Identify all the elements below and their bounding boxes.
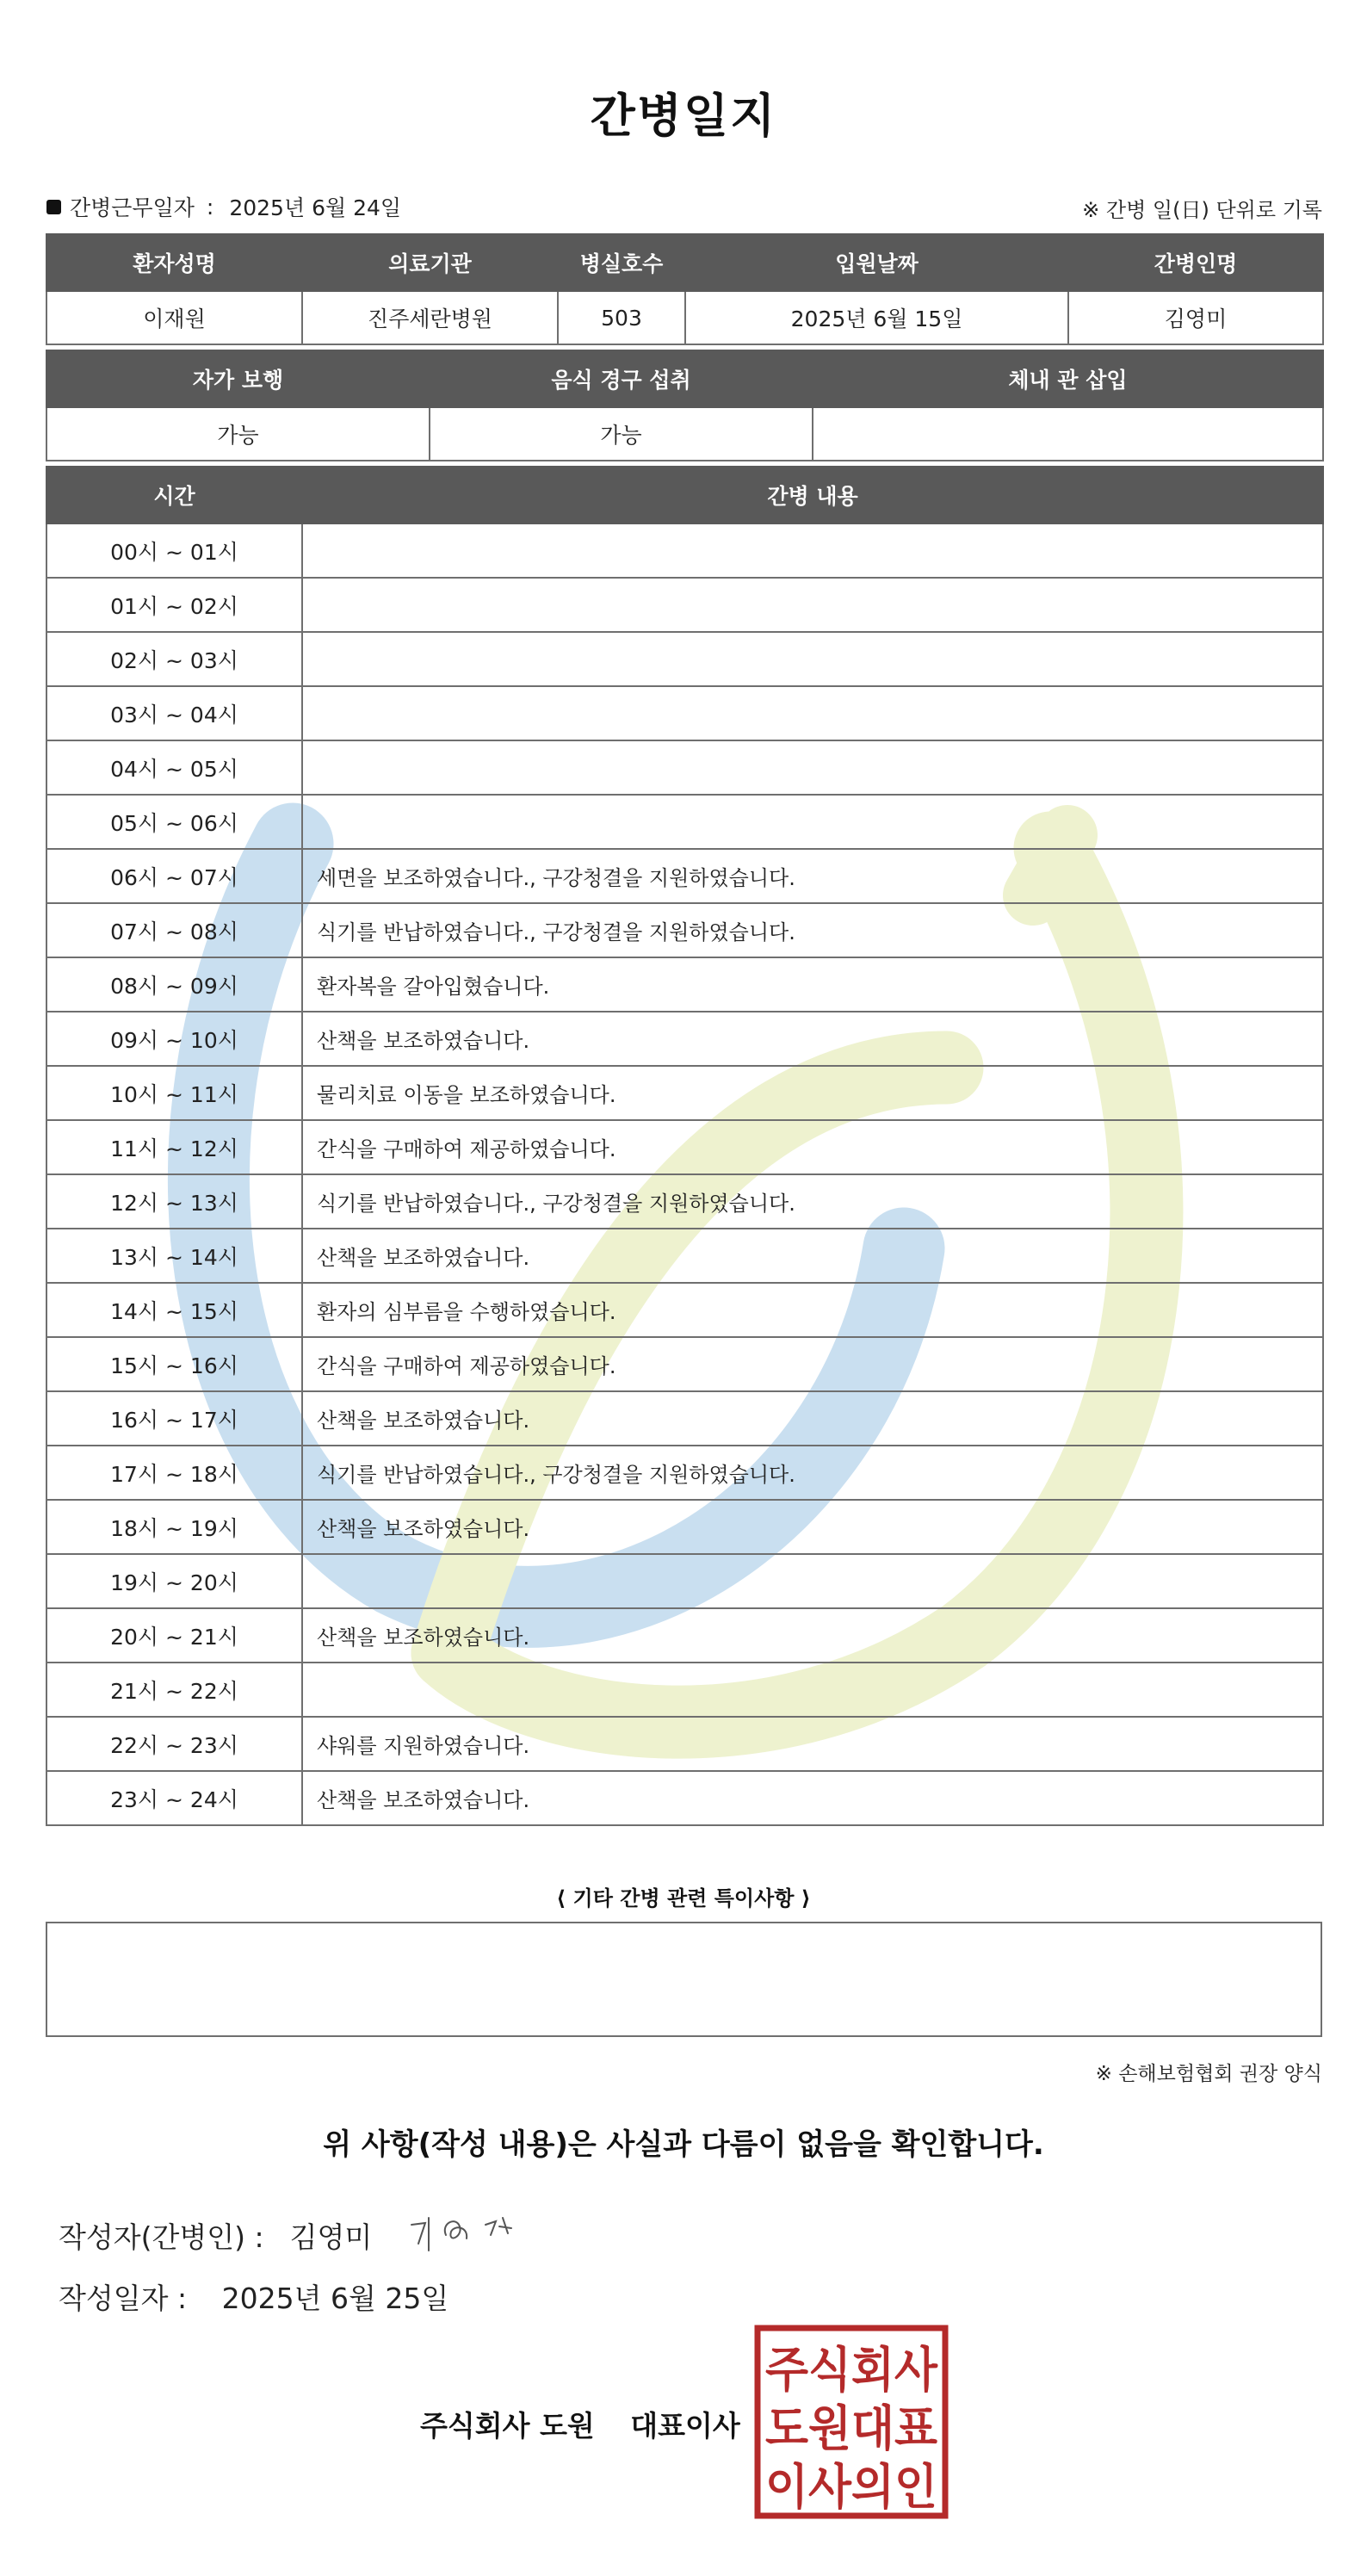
log-row xyxy=(46,1229,1323,1283)
header-tube-insertion: 체내 관 삽입 xyxy=(813,350,1323,407)
log-row xyxy=(46,849,1323,903)
log-content-cell: 식기를 반납하였습니다., 구강청결을 지원하였습니다. xyxy=(302,1446,1323,1500)
log-table-body xyxy=(46,523,1323,1825)
patient-info-header-row xyxy=(46,234,1323,291)
log-content-cell: 세면을 보조하였습니다., 구강청결을 지원하였습니다. xyxy=(302,849,1323,903)
log-row xyxy=(46,903,1323,957)
log-time-cell: 21시 ~ 22시 xyxy=(46,1663,302,1717)
log-row xyxy=(46,957,1323,1012)
log-row xyxy=(46,740,1323,795)
patient-ability-table xyxy=(46,350,1324,461)
log-row xyxy=(46,1663,1323,1717)
log-row xyxy=(46,1012,1323,1066)
hourly-care-log-table xyxy=(46,466,1324,1826)
log-header-row xyxy=(46,467,1323,523)
work-date-label: 간병근무일자 xyxy=(70,195,195,220)
log-row xyxy=(46,1337,1323,1391)
write-date-value: 2025년 6월 25일 xyxy=(221,2282,449,2315)
seal-text-line: 이사의인 xyxy=(765,2460,937,2516)
hospital-value: 진주세란병원 xyxy=(302,291,558,344)
ability-value-row xyxy=(46,407,1323,461)
log-row xyxy=(46,1391,1323,1446)
special-notes-box xyxy=(46,1922,1322,2037)
log-time-cell: 20시 ~ 21시 xyxy=(46,1608,302,1663)
log-content-cell xyxy=(302,795,1323,849)
patient-name-value: 이재원 xyxy=(46,291,302,344)
admission-date-value: 2025년 6월 15일 xyxy=(685,291,1068,344)
log-time-cell: 15시 ~ 16시 xyxy=(46,1337,302,1391)
handwritten-signature xyxy=(406,2209,535,2261)
log-row xyxy=(46,632,1323,686)
header-self-walking: 자가 보행 xyxy=(46,350,430,407)
work-date-value: 2025년 6월 24일 xyxy=(229,195,402,220)
oral-intake-value: 가능 xyxy=(430,407,813,461)
log-content-cell: 환자의 심부름을 수행하였습니다. xyxy=(302,1283,1323,1337)
log-content-cell: 환자복을 갈아입혔습니다. xyxy=(302,957,1323,1012)
write-date-line xyxy=(59,2276,448,2317)
log-content-cell: 산책을 보조하였습니다. xyxy=(302,1012,1323,1066)
log-content-cell: 간식을 구매하여 제공하였습니다. xyxy=(302,1337,1323,1391)
log-row xyxy=(46,1500,1323,1554)
log-content-cell xyxy=(302,686,1323,740)
seal-text-line: 주식회사 xyxy=(765,2343,938,2399)
special-notes-heading: ⟨ 기타 간병 관련 특이사항 ⟩ xyxy=(556,1886,811,1910)
company-line xyxy=(420,2404,740,2444)
log-content-cell xyxy=(302,1663,1323,1717)
log-time-cell: 14시 ~ 15시 xyxy=(46,1283,302,1337)
log-content-cell xyxy=(302,1554,1323,1608)
log-content-cell: 간식을 구매하여 제공하였습니다. xyxy=(302,1120,1323,1174)
self-walking-value: 가능 xyxy=(46,407,430,461)
log-content-cell: 산책을 보조하였습니다. xyxy=(302,1608,1323,1663)
log-row xyxy=(46,1174,1323,1229)
log-time-cell: 16시 ~ 17시 xyxy=(46,1391,302,1446)
log-row xyxy=(46,1120,1323,1174)
log-row xyxy=(46,795,1323,849)
writer-label: 작성자(간병인) : xyxy=(59,2220,264,2254)
writer-value: 김영미 xyxy=(289,2220,373,2254)
log-content-cell xyxy=(302,740,1323,795)
log-row xyxy=(46,578,1323,632)
log-time-cell: 22시 ~ 23시 xyxy=(46,1717,302,1771)
log-content-cell xyxy=(302,523,1323,578)
log-time-cell: 12시 ~ 13시 xyxy=(46,1174,302,1229)
log-row xyxy=(46,1283,1323,1337)
log-row xyxy=(46,523,1323,578)
log-content-cell: 식기를 반납하였습니다., 구강청결을 지원하였습니다. xyxy=(302,903,1323,957)
log-row xyxy=(46,1608,1323,1663)
header-care-content: 간병 내용 xyxy=(302,467,1323,523)
tube-insertion-value xyxy=(813,407,1323,461)
log-time-cell: 13시 ~ 14시 xyxy=(46,1229,302,1283)
log-time-cell: 18시 ~ 19시 xyxy=(46,1500,302,1554)
patient-info-value-row xyxy=(46,291,1323,344)
writer-line xyxy=(59,2209,535,2261)
page-title: 간병일지 xyxy=(590,89,777,143)
log-content-cell xyxy=(302,578,1323,632)
log-row xyxy=(46,1771,1323,1825)
log-content-cell xyxy=(302,632,1323,686)
log-time-cell: 06시 ~ 07시 xyxy=(46,849,302,903)
log-time-cell: 04시 ~ 05시 xyxy=(46,740,302,795)
company-name: 주식회사 도원 xyxy=(420,2409,595,2443)
work-date-separator: : xyxy=(206,194,214,220)
log-row xyxy=(46,1446,1323,1500)
log-time-cell: 08시 ~ 09시 xyxy=(46,957,302,1012)
log-content-cell: 산책을 보조하였습니다. xyxy=(302,1771,1323,1825)
form-source-note: ※ 손해보험협회 권장 양식 xyxy=(1095,2063,1322,2085)
log-time-cell: 19시 ~ 20시 xyxy=(46,1554,302,1608)
header-room-number: 병실호수 xyxy=(558,234,685,291)
log-time-cell: 03시 ~ 04시 xyxy=(46,686,302,740)
company-ceo-title: 대표이사 xyxy=(630,2409,740,2443)
log-row xyxy=(46,1554,1323,1608)
log-time-cell: 09시 ~ 10시 xyxy=(46,1012,302,1066)
log-time-cell: 05시 ~ 06시 xyxy=(46,795,302,849)
header-patient-name: 환자성명 xyxy=(46,234,302,291)
log-row xyxy=(46,1717,1323,1771)
caregiver-name-value: 김영미 xyxy=(1068,291,1323,344)
log-time-cell: 23시 ~ 24시 xyxy=(46,1771,302,1825)
log-row xyxy=(46,1066,1323,1120)
log-content-cell: 산책을 보조하였습니다. xyxy=(302,1391,1323,1446)
log-row xyxy=(46,686,1323,740)
log-content-cell: 식기를 반납하였습니다., 구강청결을 지원하였습니다. xyxy=(302,1174,1323,1229)
patient-info-table xyxy=(46,233,1324,345)
log-content-cell: 산책을 보조하였습니다. xyxy=(302,1500,1323,1554)
header-admission-date: 입원날짜 xyxy=(685,234,1068,291)
log-content-cell: 물리치료 이동을 보조하였습니다. xyxy=(302,1066,1323,1120)
log-time-cell: 10시 ~ 11시 xyxy=(46,1066,302,1120)
log-time-cell: 07시 ~ 08시 xyxy=(46,903,302,957)
company-seal-stamp xyxy=(754,2325,949,2519)
header-hospital: 의료기관 xyxy=(302,234,558,291)
ability-header-row xyxy=(46,350,1323,407)
log-time-cell: 01시 ~ 02시 xyxy=(46,578,302,632)
work-date-line xyxy=(46,191,401,222)
seal-text-line: 도원대표 xyxy=(765,2401,937,2457)
confirmation-statement: 위 사항(작성 내용)은 사실과 다름이 없음을 확인합니다. xyxy=(323,2127,1044,2162)
unit-note: ※ 간병 일(日) 단위로 기록 xyxy=(1082,198,1322,222)
header-time: 시간 xyxy=(46,467,302,523)
log-time-cell: 02시 ~ 03시 xyxy=(46,632,302,686)
log-content-cell: 샤워를 지원하였습니다. xyxy=(302,1717,1323,1771)
log-time-cell: 11시 ~ 12시 xyxy=(46,1120,302,1174)
room-number-value: 503 xyxy=(558,291,685,344)
bullet-square-icon xyxy=(46,200,61,214)
write-date-label: 작성일자 : xyxy=(59,2282,188,2315)
log-time-cell: 00시 ~ 01시 xyxy=(46,523,302,578)
header-oral-intake: 음식 경구 섭취 xyxy=(430,350,813,407)
log-time-cell: 17시 ~ 18시 xyxy=(46,1446,302,1500)
header-caregiver-name: 간병인명 xyxy=(1068,234,1323,291)
log-content-cell: 산책을 보조하였습니다. xyxy=(302,1229,1323,1283)
